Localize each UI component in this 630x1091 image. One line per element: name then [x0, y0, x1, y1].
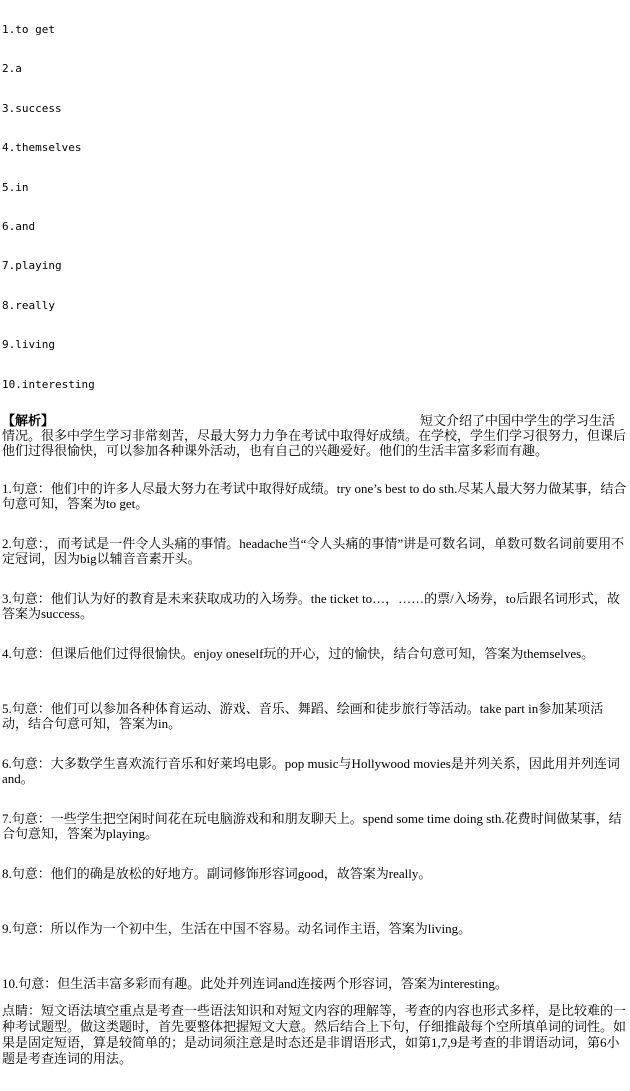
tips-paragraph: 点睛：短文语法填空重点是考查一些语法知识和对短文内容的理解等，考查的内容也形式多样，是比较难的一种考试题型。做这类题时，首先要整体把握短文大意。然后结合上下句，仔细推敲每个空所填单词的词性。如果是固定短语，算是较简单的；是动词须注意是时态还是非谓语形式，如第1,7,9是考查的非谓语动词，第6小题是考查连词的用法。	[2, 1003, 627, 1066]
answer-item: 6.and	[2, 219, 36, 233]
answer-item: 5.in	[2, 180, 29, 194]
answer-item: 7.playing	[2, 259, 62, 273]
explanation-item: 6.句意：大多数学生喜欢流行音乐和好莱坞电影。pop music与Hollywood movies是并列关系，因此用并列连词and。	[2, 756, 620, 786]
explanation-item: 10.句意：但生活丰富多彩而有趣。此处并列连词and连接两个形容词，答案为interesting。	[2, 976, 508, 991]
answer-item: 8.really	[2, 298, 55, 312]
answer-item: 2.a	[2, 62, 22, 76]
explanation-item: 2.句意：，而考试是一件令人头痛的事情。headache当“令人头痛的事情”讲是可数名词，单数可数名词前要用不定冠词，因为big以辅音音素开头。	[2, 536, 625, 566]
explanation-item: 3.句意：他们认为好的教育是未来获取成功的入场券。the ticket to…，……的票/入场券，to后跟名词形式，故答案为success。	[2, 591, 620, 621]
analysis-intro-start: 短文介绍了中国中学生的学习生活	[420, 413, 616, 428]
analysis-section	[2, 413, 628, 1006]
explanation-item: 8.句意：他们的确是放松的好地方。副词修饰形容词good，故答案为really。	[2, 866, 432, 881]
explanation-item: 4.句意：但课后他们过得很愉快。enjoy oneself玩的开心，过的愉快，结合句意可知，答案为themselves。	[2, 646, 595, 661]
analysis-label: 【解析】	[2, 413, 55, 428]
explanation-item: 5.句意：他们可以参加各种体育运动、游戏、音乐、舞蹈、绘画和徒步旅行等活动。take part in参加某项活动，结合句意可知，答案为in。	[2, 701, 604, 731]
answer-item: 3.success	[2, 101, 62, 115]
answer-item: 1.to get	[2, 23, 55, 36]
explanation-item: 1.句意：他们中的许多人尽最大努力在考试中取得好成绩。try one’s best to do sth.尽某人最大努力做某事，结合句意可知，答案为to get。	[2, 481, 627, 511]
analysis-intro: 情况。很多中学生学习非常刻苦，尽最大努力力争在考试中取得好成绩。在学校，学生们学习很努力，但课后他们过得很愉快，可以参加各种课外活动，也有自己的兴趣爱好。他们的生活丰富多彩而有趣。	[2, 428, 627, 458]
answer-item: 10.interesting	[2, 377, 95, 391]
analysis-header	[2, 413, 628, 428]
explanation-item: 7.句意：一些学生把空闲时间花在玩电脑游戏和和朋友聊天上。spend some time doing sth.花费时间做某事，结合句意知，答案为playing。	[2, 811, 622, 841]
answer-item: 4.themselves	[2, 141, 82, 155]
explanation-item: 9.句意：所以作为一个初中生，生活在中国不容易。动名词作主语，答案为living。	[2, 921, 472, 936]
answer-list	[2, 22, 302, 416]
answer-item: 9.living	[2, 338, 55, 352]
